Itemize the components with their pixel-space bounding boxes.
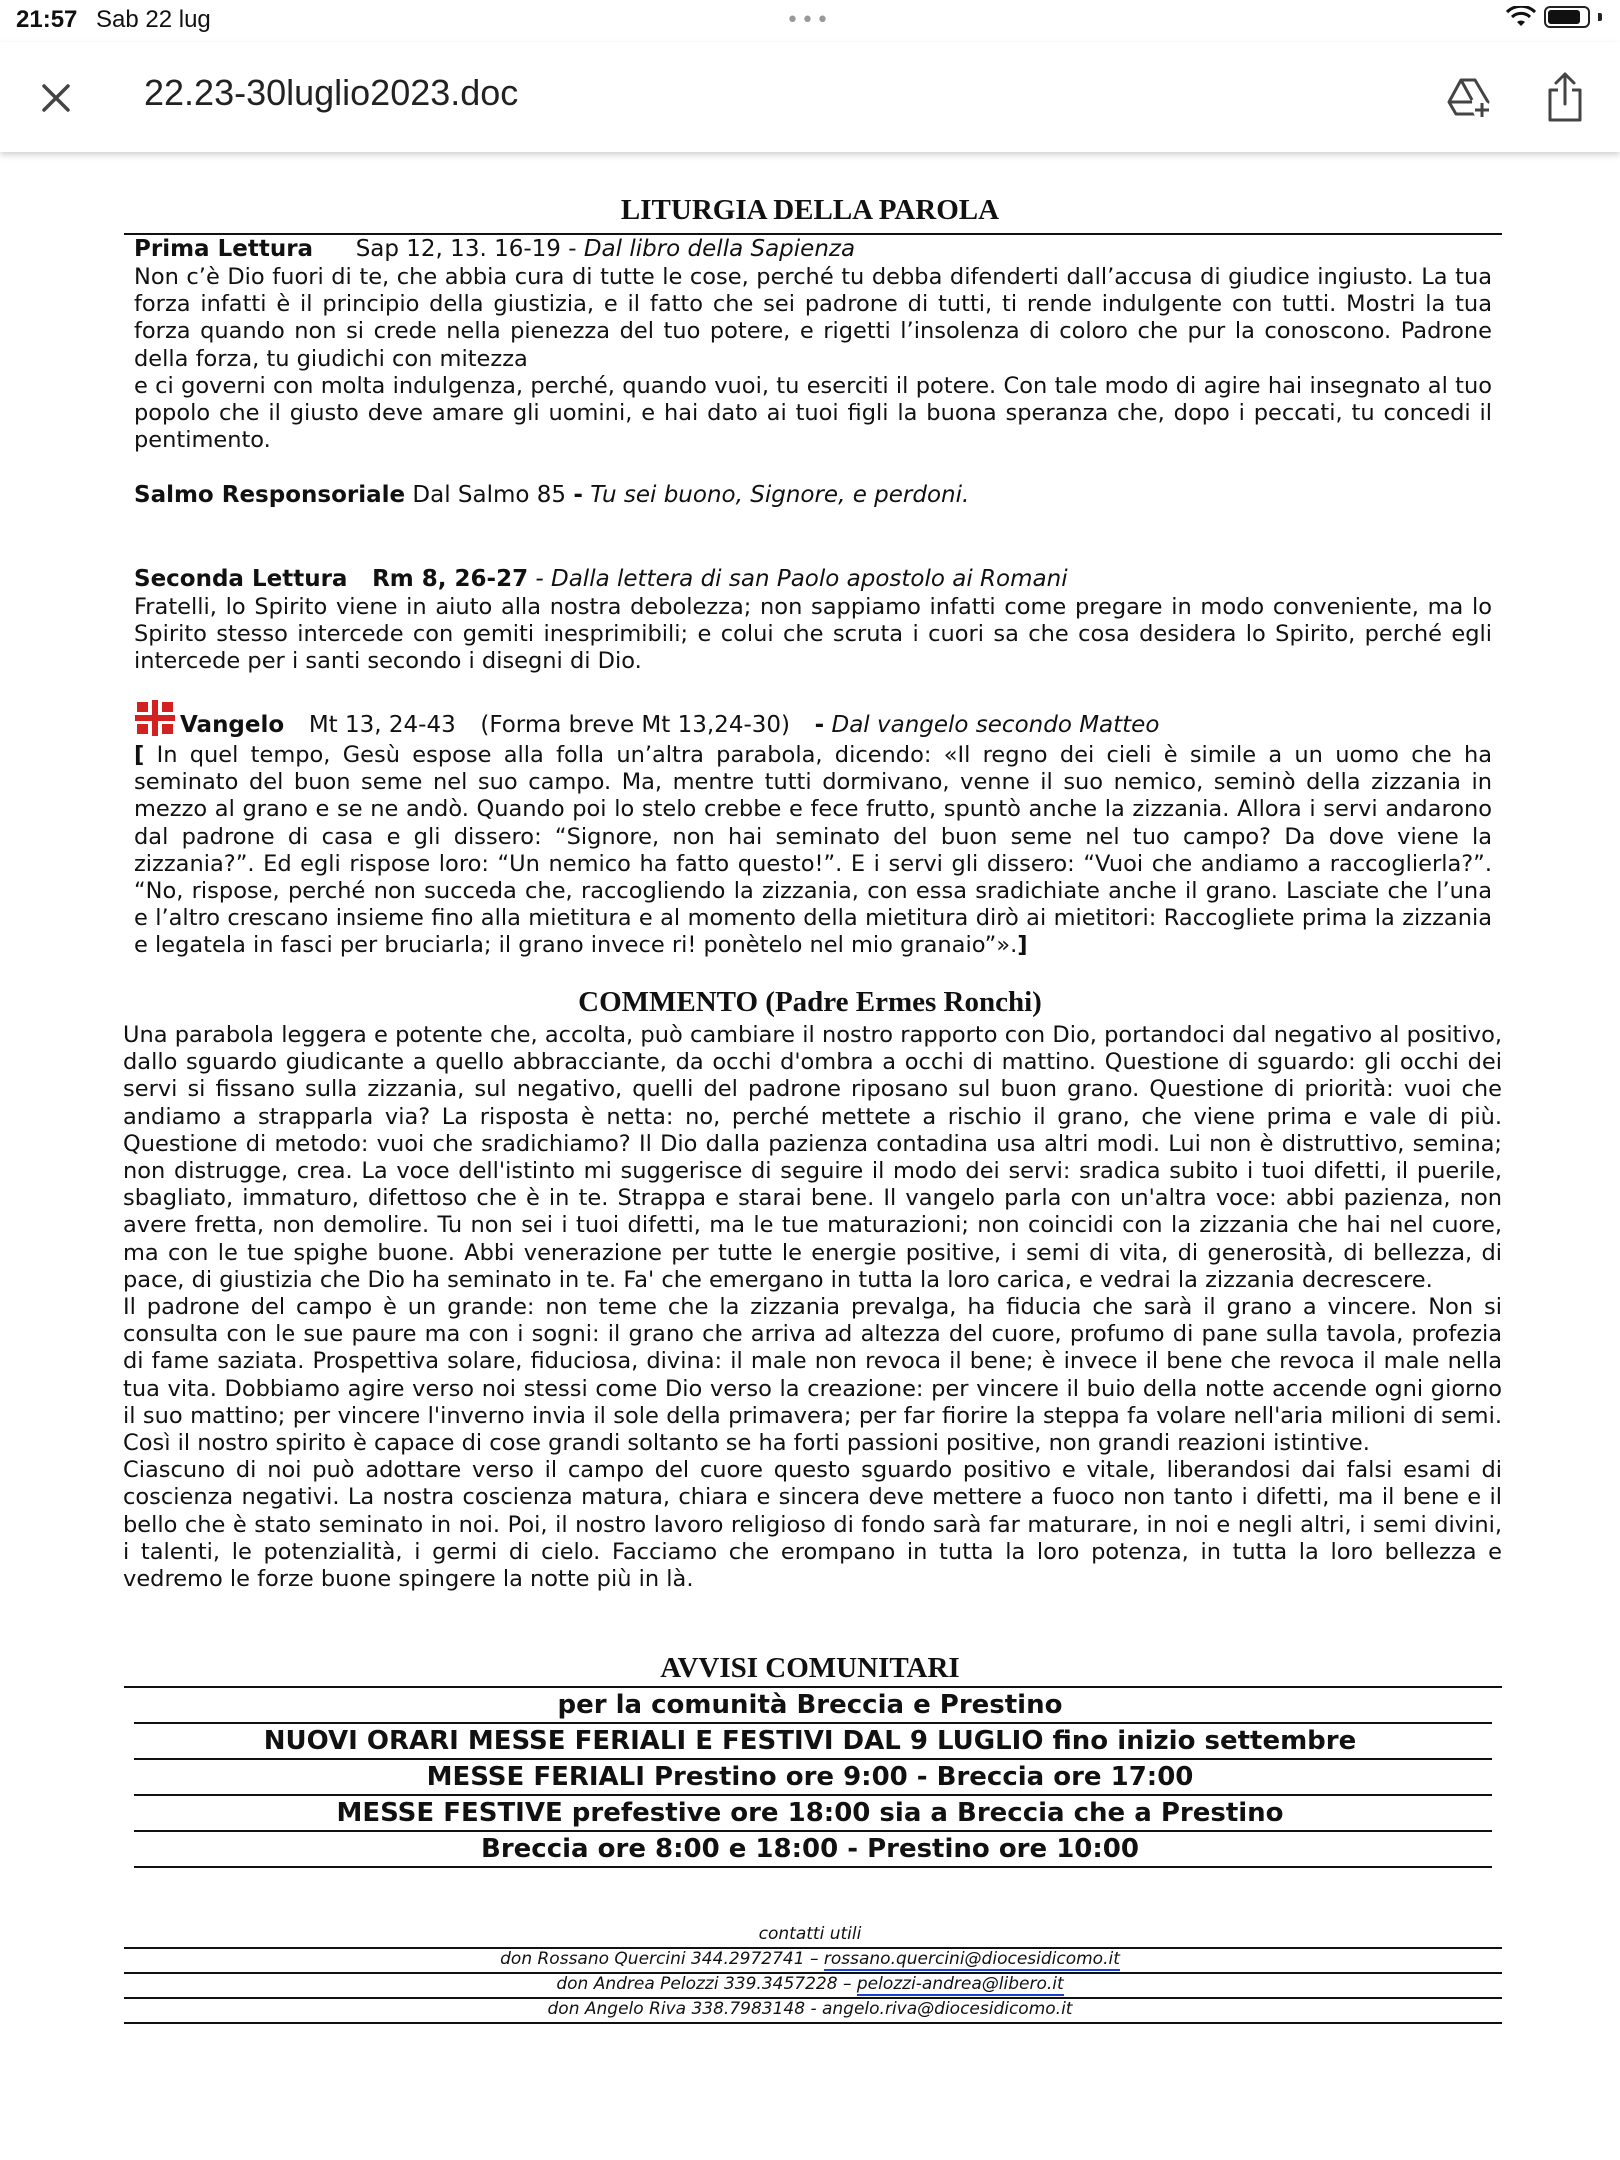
avvisi-line-5: Breccia ore 8:00 e 18:00 - Prestino ore 10:00 bbox=[481, 1834, 1139, 1864]
vangelo-source: Dal vangelo secondo Matteo bbox=[831, 712, 1160, 738]
status-icons bbox=[1506, 6, 1602, 28]
contact-1-text: don Rossano Quercini 344.2972741 – bbox=[500, 1949, 824, 1969]
contact-1-email-link[interactable]: rossano.quercini@diocesidicomo.it bbox=[823, 1949, 1120, 1969]
divider bbox=[124, 233, 1502, 235]
avvisi-line-4: MESSE FESTIVE prefestive ore 18:00 sia a Breccia che a Prestino bbox=[336, 1798, 1284, 1828]
seconda-text bbox=[134, 594, 1492, 676]
avvisi-divider bbox=[134, 1830, 1492, 1832]
salmo-dash: - bbox=[573, 482, 583, 508]
status-date: Sab 22 lug bbox=[96, 6, 211, 33]
prima-paragraph-2: e ci governi con molta indulgenza, perché, quando vuoi, tu eserciti il potere. Con tale modo di agire hai insegnato al tuo popolo che il giusto deve amare gli uomini, e hai dato ai tuoi figli la buona speranza che, dopo i peccati, tu concedi il pentimento. bbox=[134, 372, 1492, 454]
salmo-label: Salmo Responsoriale bbox=[134, 482, 406, 508]
battery-icon bbox=[1544, 6, 1590, 28]
vangelo-dash: - bbox=[814, 712, 825, 738]
contact-1 bbox=[120, 1949, 1500, 1969]
prima-source: Dal libro della Sapienza bbox=[583, 236, 856, 262]
close-icon[interactable] bbox=[36, 78, 76, 118]
seconda-paragraph: Fratelli, lo Spirito viene in aiuto alla nostra debolezza; non sappiamo infatti come pregare in modo conveniente, ma lo Spirito stesso intercede con gemiti inesprimibili; e colui che scruta i cuori sa che cosa desidera lo Spirito, perché egli intercede per i santi secondo i disegni di Dio. bbox=[134, 594, 1492, 675]
avvisi-divider bbox=[134, 1722, 1492, 1724]
vangelo-close-bracket: ] bbox=[1017, 932, 1028, 959]
avvisi-title: AVVISI COMUNITARI bbox=[660, 1652, 960, 1684]
viewer-toolbar bbox=[0, 42, 1620, 152]
vangelo-short-form: (Forma breve Mt 13,24-30) bbox=[480, 712, 790, 738]
vangelo-paragraph: In quel tempo, Gesù espose alla folla un’altra parabola, dicendo: «Il regno dei cieli è simile a un uomo che ha seminato del buon seme nel suo campo. Ma, mentre tutti dormivano, venne il suo nemico, seminò della zizzania in mezzo al grano e se ne andò. Quando poi lo stelo crebbe e fece frutto, spuntò anche la zizzania. Allora i servi andarono dal padrone di casa e gli dissero: “Signore, non hai seminato del buon seme nel tuo campo? Da dove viene la zizzania?”. Ed egli rispose loro: “Un nemico ha fatto questo!”. E i servi gli dissero: “Vuoi che andiamo a raccoglierla?”. “No, rispose, perché non succeda che, raccogliendo la zizzania, con essa sradichiate anche il grano. Lasciate che l’una e l’altro crescano insieme fino alla mietitura e al momento della mietitura dirò ai mietitori: Raccogliete prima la zizzania e legatela in fasci per bruciarla; il grano invece ri! ponètelo nel mio granaio”». bbox=[134, 742, 1492, 959]
cross-icon bbox=[132, 698, 178, 738]
salmo-heading bbox=[134, 482, 969, 508]
vangelo-label: Vangelo bbox=[180, 712, 285, 738]
prima-text bbox=[134, 264, 1492, 454]
status-bar bbox=[0, 0, 1620, 42]
commento-title: COMMENTO (Padre Ermes Ronchi) bbox=[578, 986, 1042, 1018]
seconda-label: Seconda Lettura bbox=[134, 566, 348, 592]
avvisi-divider bbox=[134, 1794, 1492, 1796]
document-page bbox=[0, 152, 1620, 2160]
battery-nub bbox=[1598, 13, 1602, 21]
vangelo-text bbox=[134, 742, 1492, 960]
commento-paragraph-3: Ciascuno di noi può adottare verso il campo del cuore questo sguardo positivo e vitale, liberandosi dai falsi esami di coscienza negativi. La nostra coscienza matura, chiara e sincera deve mettere a fuoco non tanto i difetti, ma il bene e il bello che è stato seminato in noi. Poi, il nostro lavoro religioso di fondo sarà far maturare, in noi e negli altri, i semi divini, i talenti, le potenzialità, i germi di cielo. Facciamo che erompano in tutta la loro potenza, in tutta la loro bellezza e vedremo le forze buone spingere la notte più in là. bbox=[123, 1457, 1502, 1593]
avvisi-line-2: NUOVI ORARI MESSE FERIALI E FESTIVI DAL 9 LUGLIO fino inizio settembre bbox=[263, 1726, 1357, 1756]
avvisi-line-1: per la comunità Breccia e Prestino bbox=[557, 1690, 1063, 1720]
salmo-ref: Dal Salmo 85 bbox=[412, 482, 567, 508]
contatti-divider-bottom bbox=[124, 2022, 1502, 2024]
seconda-heading bbox=[134, 566, 1068, 592]
avvisi-divider-top bbox=[124, 1686, 1502, 1688]
commento-paragraph-1: Una parabola leggera e potente che, accolta, può cambiare il nostro rapporto con Dio, portandoci dal negativo al positivo, dallo sguardo giudicante a quello abbracciante, da occhi d'ombra a occhi di mattino. Questione di sguardo: gli occhi dei servi si fissano sulla zizzania, sul negativo, quelli del padrone riposano sul buon grano. Questione di priorità: vuoi che andiamo a strapparla via? La risposta è netta: no, perché mettete a rischio il grano, che viene prima e vale di più. Questione di metodo: vuoi che sradichiamo? Il Dio dalla pazienza contadina usa altri modi. Lui non è distruttivo, semina; non distrugge, crea. La voce dell'istinto mi suggerisce di seguire il modo dei servi: sradica subito i tuoi difetti, il puerile, sbagliato, immaturo, difettoso che è in te. Strappa e starai bene. Il vangelo parla con un'altra voce: abbi pazienza, non avere fretta, non demolire. Tu non sei i tuoi difetti, ma le tue maturazioni; non coincidi con la zizzania che hai nel cuore, ma con le tue spighe buone. Abbi venerazione per tutte le energie positive, i semi di vita, di generosità, di bellezza, di pace, di giustizia che Dio ha seminato in te. Fa' che emergano in tutta la loro carica, e vedrai la zizzania decrescere. bbox=[123, 1022, 1502, 1293]
vangelo-ref: Mt 13, 24-43 bbox=[308, 712, 456, 738]
contact-2-email-link[interactable]: pelozzi-andrea@libero.it bbox=[856, 1974, 1064, 1994]
avvisi-line-3: MESSE FERIALI Prestino ore 9:00 - Breccia ore 17:00 bbox=[426, 1762, 1194, 1792]
prima-paragraph-1: Non c’è Dio fuori di te, che abbia cura di tutte le cose, perché tu debba difenderti dall’accusa di giudice ingiusto. La tua forza infatti è il principio della giustizia, e il fatto che sei padrone di tutti, ti rende indulgente con tutti. Mostri la tua forza quando non si crede nella pienezza del tuo potere, e rigetti l’insolenza di coloro che pur la conoscono. Padrone della forza, tu giudichi con mitezza bbox=[134, 264, 1492, 372]
wifi-icon bbox=[1506, 6, 1536, 28]
share-icon[interactable] bbox=[1540, 70, 1590, 124]
seconda-ref: Rm 8, 26-27 bbox=[372, 566, 529, 592]
liturgy-title: LITURGIA DELLA PAROLA bbox=[620, 194, 1000, 226]
prima-label: Prima Lettura bbox=[134, 236, 314, 262]
seconda-source: - Dalla lettera di san Paolo apostolo ai Romani bbox=[535, 566, 1068, 592]
vangelo-open-bracket: [ bbox=[134, 742, 145, 768]
prima-heading bbox=[134, 236, 855, 262]
contact-2-text: don Andrea Pelozzi 339.3457228 – bbox=[556, 1974, 857, 1994]
contatti-title: contatti utili bbox=[758, 1924, 862, 1944]
add-to-drive-icon[interactable] bbox=[1444, 72, 1494, 122]
avvisi-divider-bottom bbox=[134, 1866, 1492, 1868]
prima-ref: Sap 12, 13. 16-19 - bbox=[355, 236, 577, 262]
avvisi-divider bbox=[134, 1758, 1492, 1760]
contact-3: don Angelo Riva 338.7983148 - angelo.riva@diocesidicomo.it bbox=[547, 1999, 1073, 2019]
vangelo-heading bbox=[180, 712, 1159, 738]
salmo-refrain: Tu sei buono, Signore, e perdoni. bbox=[590, 482, 970, 508]
commento-text bbox=[123, 1022, 1502, 1593]
multitasking-dots[interactable]: ••• bbox=[786, 8, 831, 33]
contact-2 bbox=[120, 1974, 1500, 1994]
status-time: 21:57 bbox=[16, 6, 78, 33]
document-title: 22.23-30luglio2023.doc bbox=[144, 72, 519, 113]
commento-paragraph-2: Il padrone del campo è un grande: non teme che la zizzania prevalga, ha fiducia che sarà il grano a vincere. Non si consulta con le sue paure ma con i sogni: il grano che arriva ad altezza del cuore, profumo di pane sulla tavola, profezia di fame saziata. Prospettiva solare, fiduciosa, divina: il male non revoca il bene; è invece il bene che revoca il male nella tua vita. Dobbiamo agire verso noi stessi come Dio verso la creazione: per vincere il buio della notte accende ogni giorno il suo mattino; per vincere l'inverno invia il sole della primavera; per far fiorire la steppa fa volare nell'aria milioni di semi. Così il nostro spirito è capace di cose grandi soltanto se ha forti passioni positive, non grandi reazioni istintive. bbox=[123, 1294, 1502, 1457]
